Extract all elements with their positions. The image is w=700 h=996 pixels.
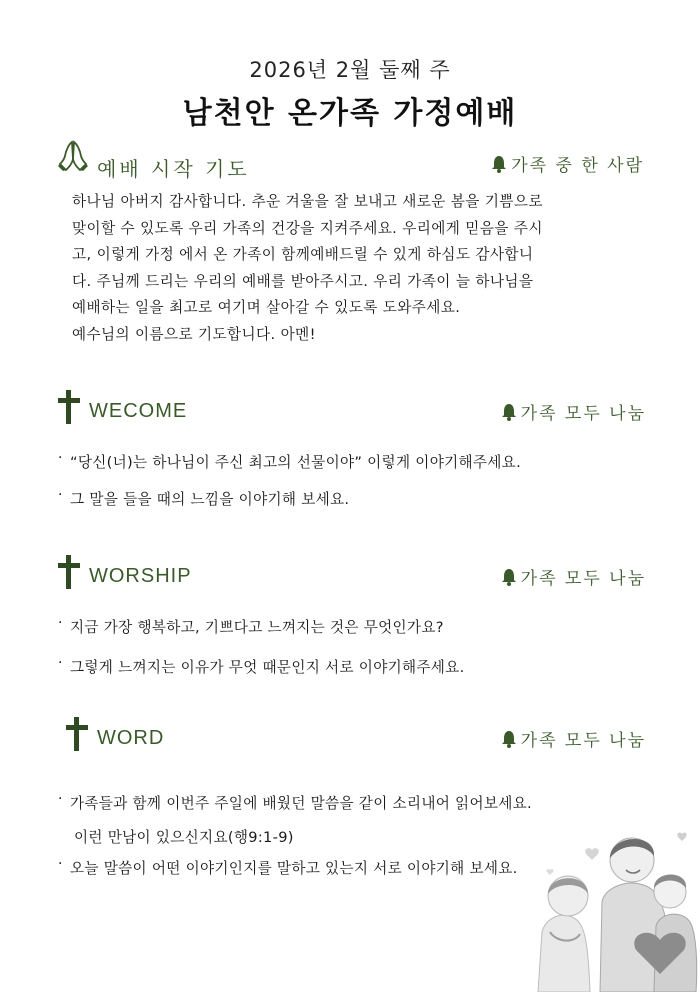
list-item-text: 그렇게 느껴지는 이유가 무엇 때문인지 서로 이야기해주세요.: [70, 659, 465, 676]
who-label: 가족 모두 나눔: [520, 731, 646, 751]
section-welcome-title: WECOME: [89, 400, 188, 422]
cross-icon: [58, 390, 80, 428]
list-item-text: 지금 가장 행복하고, 기쁘다고 느껴지는 것은 무엇인가요?: [70, 619, 444, 636]
who-label: 가족 모두 나눔: [520, 404, 646, 424]
bullet: ·: [58, 487, 63, 503]
section-worship-header: [0, 555, 700, 589]
page-subtitle: 2026년 2월 둘째 주: [249, 58, 451, 82]
section-prayer-who: [491, 151, 644, 176]
list-item-text: 이런 만남이 있으신지요(행9:1-9): [74, 829, 294, 846]
list-item-continuation: [74, 826, 294, 847]
list-item: [58, 450, 522, 472]
bell-icon: [491, 155, 507, 173]
cross-icon: [66, 717, 88, 755]
family-hug-illustration: [530, 822, 700, 992]
prayer-line: 하나님 아버지 감사합니다. 추운 겨울을 잘 보내고 새로운 봄을 기쁨으로: [72, 193, 543, 210]
list-item: [58, 856, 518, 878]
section-word-who: [501, 726, 646, 751]
list-item: [58, 791, 532, 813]
prayer-line: 예배하는 일을 최고로 여기며 살아갈 수 있도록 도와주세요.: [72, 299, 461, 316]
section-prayer-header: [0, 140, 700, 181]
prayer-line: 고, 이렇게 가정 에서 온 가족이 함께예배드릴 수 있게 하심도 감사합니: [72, 246, 534, 263]
bell-icon: [501, 730, 517, 748]
who-label: 가족 중 한 사람: [511, 156, 644, 176]
bullet: ·: [58, 856, 63, 872]
bell-icon: [501, 568, 517, 586]
section-worship-who: [501, 564, 646, 589]
page-title: 남천안 온가족 가정예배: [182, 96, 518, 131]
cross-icon: [58, 555, 80, 593]
list-item: [58, 487, 350, 509]
list-item-text: “당신(너)는 하나님이 주신 최고의 선물이야” 이렇게 이야기해주세요.: [70, 454, 522, 471]
section-worship-title: WORSHIP: [89, 565, 192, 587]
section-word-header: [0, 717, 700, 751]
bell-icon: [501, 403, 517, 421]
list-item-text: 오늘 말씀이 어떤 이야기인지를 말하고 있는지 서로 이야기해 보세요.: [70, 860, 518, 877]
list-item: [58, 615, 444, 637]
bullet: ·: [58, 655, 63, 671]
prayer-line: 맞이할 수 있도록 우리 가족의 건강을 지켜주세요. 우리에게 믿음을 주시: [72, 219, 543, 237]
section-welcome-header: [0, 390, 700, 424]
section-prayer-title: 예배 시작 기도: [97, 157, 250, 181]
list-item-text: 가족들과 함께 이번주 주일에 배웠던 말씀을 같이 소리내어 읽어보세요.: [70, 795, 532, 812]
prayer-line: 예수님의 이름으로 기도합니다. 아멘!: [72, 325, 316, 343]
praying-hands-icon: [58, 140, 88, 176]
list-item-text: 그 말을 들을 때의 느낌을 이야기해 보세요.: [70, 491, 350, 508]
bullet: ·: [58, 450, 63, 466]
who-label: 가족 모두 나눔: [520, 569, 646, 589]
bullet: ·: [58, 615, 63, 631]
bullet: ·: [58, 791, 63, 807]
section-welcome-who: [501, 399, 646, 424]
prayer-line: 다. 주님께 드리는 우리의 예배를 받아주시고. 우리 가족이 늘 하나님을: [72, 272, 534, 290]
section-word-title: WORD: [97, 727, 165, 749]
list-item: [58, 655, 465, 677]
prayer-body: [72, 189, 543, 348]
